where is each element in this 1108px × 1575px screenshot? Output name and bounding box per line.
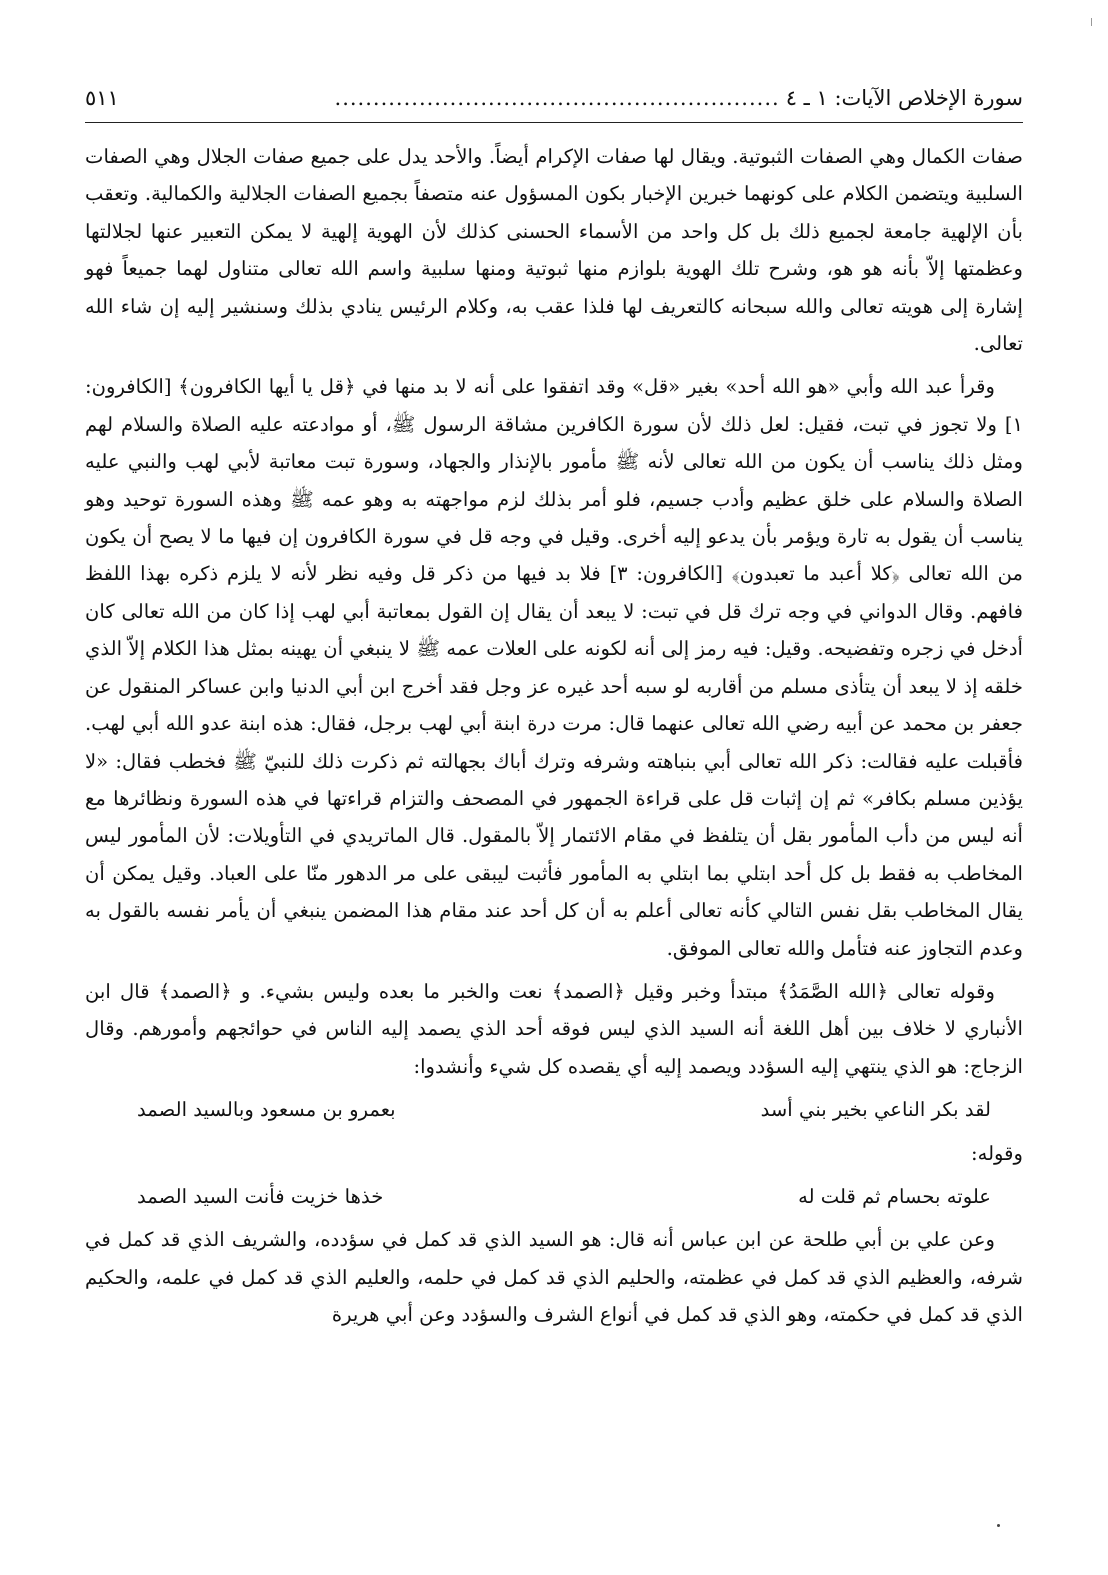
verse-2-first-hemistich: علوته بحسام ثم قلت له [798,1184,991,1208]
poetry-verse-2 [85,1178,1023,1215]
verse-2-second-hemistich: خذها خزيت فأنت السيد الصمد [137,1184,384,1208]
scan-edge-mark [1091,18,1092,26]
scan-dot-mark [997,1524,1000,1527]
paragraph-1: صفات الكمال وهي الصفات الثبوتية. ويقال لها صفات الإكرام أيضاً. والأحد يدل على جميع صفات الجلال وهي الصفات السلبية ويتضمن الكلام على كونهما خبرين الإخبار بكون المسؤول عنه متصفاً بجميع الصفات الجلالية والكمالية. وتعقب بأن الإلهية جامعة لجميع ذلك بل كل واحد من الأسماء الحسنى كذلك لأن الهوية إلهية لا يمكن التعبير عنها لجلالتها وعظمتها إلاّ بأنه هو هو، وشرح تلك الهوية بلوازم منها ثبوتية ومنها سلبية واسم الله تعالى متناول لهما جميعاً فهو إشارة إلى هويته تعالى والله سبحانه كالتعريف لها فلذا عقب به، وكلام الرئيس ينادي بذلك وسنشير إليه إن شاء الله تعالى. [85,145,1023,356]
verse-label: وقوله: [970,1141,1023,1165]
body-text [85,138,1023,1340]
header-title: سورة الإخلاص الآيات: ١ ـ ٤ [785,86,1023,110]
header-dot-leader: .......................................................... [334,86,780,110]
closing-paragraph: وعن علي بن أبي طلحة عن ابن عباس أنه قال: هو السيد الذي قد كمل في سؤدده، والشريف الذي قد كمل في شرفه، والعظيم الذي قد كمل في عظمته، والحليم الذي قد كمل في حلمه، والعليم الذي قد كمل في علمه، والحكيم الذي قد كمل في حكمته، وهو الذي قد كمل في أنواع الشرف والسؤدد وعن أبي هريرة [85,1228,1023,1327]
page-number: ٥١١ [85,86,119,110]
paragraph-3: وقوله تعالى ﴿الله الصَّمَدُ﴾ مبتدأ وخبر وقيل ﴿الصمد﴾ نعت والخبر ما بعده وليس بشيء. و ﴿الصمد﴾ قال ابن الأنباري لا خلاف بين أهل اللغة أنه السيد الذي ليس فوقه أحد الذي يصمد إليه الناس في حوائجهم وأمورهم. وقال الزجاج: هو الذي ينتهي إليه السؤدد ويصمد إليه أي يقصده كل شيء وأنشدوا: [85,979,1023,1078]
verse-1-second-hemistich: بعمرو بن مسعود وبالسيد الصمد [137,1098,396,1122]
running-header [85,86,1023,123]
paragraph-2: وقرأ عبد الله وأبي «هو الله أحد» بغير «قل» وقد اتفقوا على أنه لا بد منها في ﴿قل يا أيها الكافرون﴾ [الكافرون: ١] ولا تجوز في تبت، فقيل: لعل ذلك لأن سورة الكافرين مشاقة الرسول ﷺ، أو موادعته عليه الصلاة والسلام لهم ومثل ذلك يناسب أن يكون من الله تعالى لأنه ﷺ مأمور بالإنذار والجهاد، وسورة تبت معاتبة لأبي لهب والنبي عليه الصلاة والسلام على خلق عظيم وأدب جسيم، فلو أمر بذلك لزم مواجهته به وهو عمه ﷺ وهذه السورة توحيد وهو يناسب أن يقول به تارة ويؤمر بأن يدعو إليه أخرى. وقيل في وجه قل في سورة الكافرون إن فيها ما لا يصح أن يكون من الله تعالى ﴿كلا أعبد ما تعبدون﴾ [الكافرون: ٣] فلا بد فيها من ذكر قل وفيه نظر لأنه لا يلزم ذكره بهذا اللفظ فافهم. وقال الدواني في وجه ترك قل في تبت: لا يبعد أن يقال إن القول بمعاتبة أبي لهب إذا كان من الله تعالى كان أدخل في زجره وتفضيحه. وقيل: فيه رمز إلى أنه لكونه على العلات عمه ﷺ لا ينبغي أن يهينه بمثل هذا الكلام إلاّ الذي خلقه إذ لا يبعد أن يتأذى مسلم من أقاربه لو سبه أحد غيره عز وجل فقد أخرج ابن أبي الدنيا وابن عساكر المنقول عن جعفر بن محمد عن أبيه رضي الله تعالى عنهما قال: مرت درة ابنة أبي لهب برجل، فقال: هذه ابنة عدو الله أبي لهب. فأقبلت عليه فقالت: ذكر الله تعالى أبي بنباهته وشرفه وترك أباك بجهالته ثم ذكرت ذلك للنبيّ ﷺ فخطب فقال: «لا يؤذين مسلم بكافر» ثم إن إثبات قل على قراءة الجمهور في المصحف والتزام قراءتها في هذه السورة ونظائرها مع أنه ليس من دأب المأمور بقل أن يتلفظ في مقام الائتمار إلاّ بالمقول. قال الماتريدي في التأويلات: لأن المأمور ليس المخاطب به فقط بل كل أحد ابتلي بما ابتلي به المأمور فأثبت ليبقى على مر الدهور منّا على العباد. وقيل يمكن أن يقال المخاطب بقل نفس التالي كأنه تعالى أعلم به أن كل أحد عند مقام هذا المضمن ينبغي أن يأمر نفسه بالقول به وعدم التجاوز عنه فتأمل والله تعالى الموفق. [85,375,1023,960]
poetry-verse-1 [85,1091,1023,1128]
verse-1-first-hemistich: لقد بكر الناعي بخير بني أسد [760,1098,991,1122]
